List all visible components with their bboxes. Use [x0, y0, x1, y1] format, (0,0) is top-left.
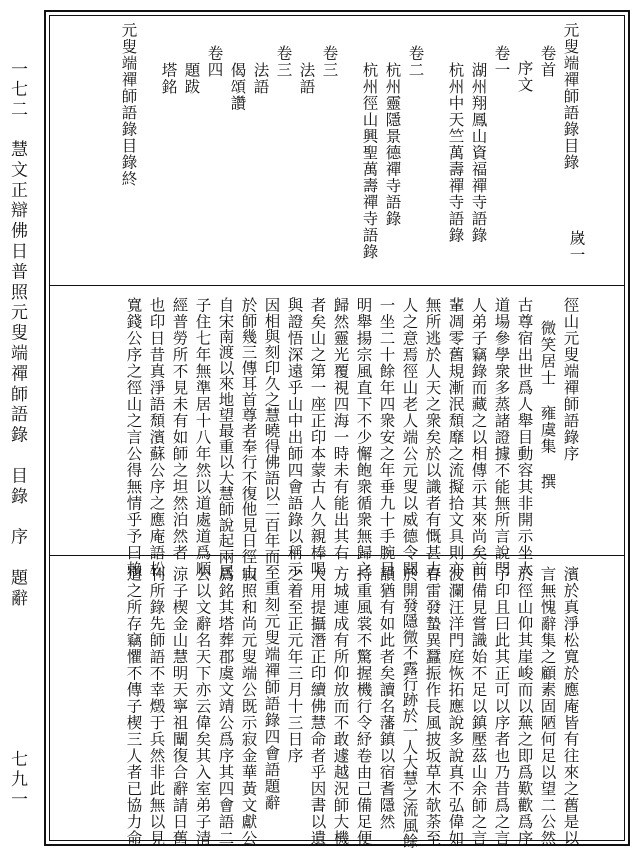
preface-line: 經普勞所不見未有如師之坦然泊然者: [170, 297, 189, 561]
text-line: 涼子楔金山慧明天寧祖闡復合辭請日舊: [170, 566, 189, 847]
text-line: 爲銘其塔葬郡虞文靖公爲序其四會語二: [216, 566, 235, 847]
toc-entry: 杭州徑山興聖萬壽禪寺語錄: [360, 62, 379, 260]
preface-line: 無所逃於人天之衆矣於以識者有慨甚古: [423, 297, 442, 578]
text-line: 言無愧辭集之顧素固陋何足以望二公然: [538, 566, 557, 847]
preface-line: 明舉揚宗風直下不少懈飽衆循衆無歸之: [354, 297, 373, 578]
preface-line: 自宋南渡以來地望最重以大慧師說起兩居: [216, 297, 235, 580]
text-line: 於開發隱微不露行跡於一人大慧之流風餘: [400, 566, 419, 849]
toc-entry: 卷四: [205, 45, 224, 78]
toc-entry: 卷一: [492, 45, 511, 78]
toc-entry: 杭州靈隱景德禪寺語錄: [383, 62, 402, 227]
preface-line: 子住七年無準居十八年然以道處道爲順: [193, 297, 212, 578]
toc-entry: 法語: [297, 62, 316, 95]
text-line: 方城連成有所仰放而不敢遽越況師大機: [331, 566, 350, 847]
preface-line: 於師幾三傳耳首尊者奉行不復他見日徑山: [239, 297, 258, 580]
toc-entry: 卷三: [320, 45, 339, 78]
preface-title: 徑山元叟端禪師語錄序: [561, 297, 580, 462]
running-title: 慧文正辯佛日普照元叟端禪師語錄 目錄 序 題辭: [7, 140, 27, 610]
postscript-title: 重刻元叟端禪師語錄四會語題辭: [262, 580, 281, 811]
toc-end: 元叟端禪師語錄目錄終: [119, 22, 138, 187]
preface-line: 古尊宿出世爲人舉目動容其非開示坐大: [515, 297, 534, 578]
toc-entry: 卷首: [538, 45, 557, 78]
toc-entry: 杭州中天竺萬壽禪寺語錄: [446, 62, 465, 244]
text-line: 曰備見嘗識始不足以鎮壓茲山余師之言: [469, 566, 488, 847]
text-line: 持重風裳不驚握機行令紓卷由己備足便: [354, 566, 373, 847]
text-line: 刊所錄先師語不幸燬于兵然非此無以見: [147, 566, 166, 847]
volume-code: 一七二: [7, 60, 27, 120]
text-line: 波瀾汪洋門庭恢拓應說多說真不弘偉如: [446, 566, 465, 847]
text-line: 韻猶有如此者矣讀名藩鎮以宿耆隱然: [377, 566, 396, 830]
toc-entry: 序文: [515, 60, 534, 93]
text-line: 於徑山仰其崖峻而以蕪之即爲歎歡爲序: [515, 566, 534, 847]
preface-date: 之着至正元年三月十三日序: [285, 566, 304, 764]
preface-line: 一坐二十餘年四衆安之年垂九十手腕目: [377, 297, 396, 578]
text-line: 濱於真淨松寬於應庵皆有往來之舊是以: [561, 566, 580, 847]
preface-line: 人弟子竊錄而藏之以相傳示其來尚矣前: [469, 297, 488, 578]
text-line: 寂照和尚元叟端公既示寂金華黃文獻公: [239, 566, 258, 847]
preface-line: 人之意焉徑山老人端公元叟以威德令聞: [400, 297, 419, 578]
preface-line: 與證悟深遠乎山中出師四會語錄以稱示: [285, 297, 304, 578]
text-line: 大用提攝潛正印續佛慧命者乎因書以遺: [308, 566, 327, 847]
text-line: 春雷發蟄異蠶振作長風披坂草木欹荼至: [423, 566, 442, 847]
preface-line: 因相與刻印久之慧曉得佛語以二百年而至: [262, 297, 281, 580]
collection-mark: 嵗一: [567, 230, 586, 263]
text-line: 予印且曰此其正可以序者也乃昔爲之言: [492, 566, 511, 847]
section-divider-1: [49, 285, 625, 286]
preface-line: 寬錢公序之徑山之言公得無情乎予曰賴: [124, 297, 143, 578]
preface-line: 歸然靈光覆視四海一時未有能出其右: [331, 297, 350, 561]
preface-line: 道場參學衆多蒸諸證據不能無所言說門: [492, 297, 511, 578]
preface-author: 微笑居士 雍虞集 撰: [538, 320, 557, 490]
toc-entry: 卷二: [406, 45, 425, 78]
text-line: 公以文辭名天下亦云偉矣其入室弟子清: [193, 566, 212, 847]
page-number: 七九一: [7, 750, 27, 810]
preface-line: 輩凋零舊規漸泯頹靡之流擬拾文具則亦: [446, 297, 465, 578]
toc-title: 元叟端禪師語錄目錄: [561, 22, 580, 171]
toc-entry: 偈頌讚: [228, 62, 247, 112]
toc-entry: 湖州翔鳳山資福禪寺語錄: [469, 62, 488, 244]
toc-entry: 卷三: [274, 45, 293, 78]
toc-entry: 法語: [251, 62, 270, 95]
preface-line: 也印日昔真淨語頹濱蘇公序之應庵語松: [147, 297, 166, 578]
preface-line: 者矣山之第一座正印本蒙古人久親棒喝: [308, 297, 327, 578]
toc-entry: 題跋: [182, 62, 201, 95]
text-line: 道之所存竊懼不傳子楔三人者已協力命: [124, 566, 143, 847]
toc-entry: 塔銘: [159, 62, 178, 95]
